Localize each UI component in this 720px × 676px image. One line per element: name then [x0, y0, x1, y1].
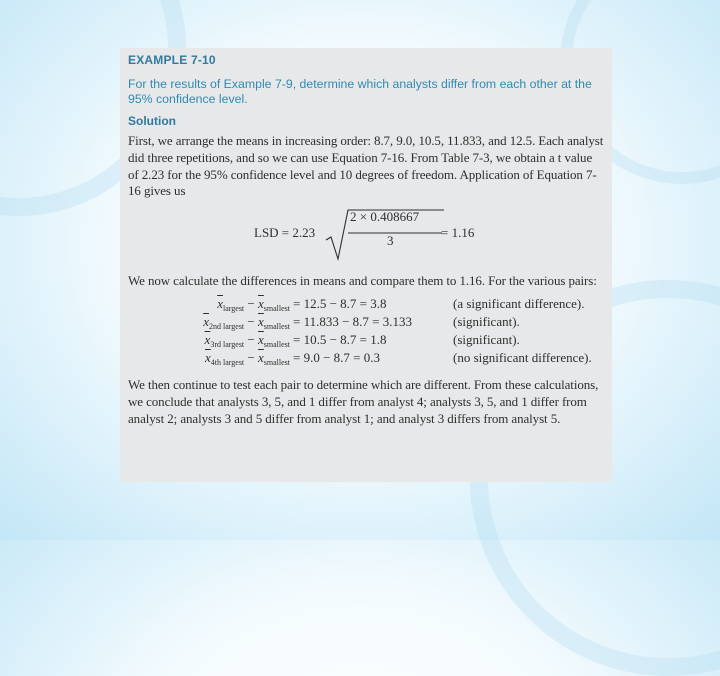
- solution-paragraph-1: First, we arrange the means in increasing order: 8.7, 9.0, 10.5, 11.833, and 12.5. Each analyst did three repetitions, and so we can use Equation 7-16. From Table 7-3, we obtain a t value of 2.23 for the 95% confidence level and 10 degrees of freedom. Application of Equation 7-16 gives us: [128, 133, 604, 199]
- difference-note: (significant).: [453, 313, 520, 329]
- difference-expression: = 9.0 − 8.7 = 0.3: [293, 349, 380, 365]
- difference-note: (significant).: [453, 331, 520, 347]
- equation-denominator: 3: [387, 233, 394, 249]
- difference-expression: = 11.833 − 8.7 = 3.133: [293, 313, 413, 329]
- solution-paragraph-3: We then continue to test each pair to determine which are different. From these calculations, we conclude that analysts 3, 5, and 1 differ from analyst 4; analysts 3, 5, and 1 differ from analyst 2; analysts 3 and 5 differ from analyst 1; and analyst 3 differs from analyst 5.: [128, 376, 599, 426]
- difference-lhs: $\overline{x}_{3rd largest} - \overline{x}_{smallest}$: [204, 331, 290, 349]
- example-title: EXAMPLE 7-10: [128, 53, 216, 67]
- difference-row: [128, 296, 604, 314]
- difference-note: (a significant difference).: [453, 295, 585, 311]
- difference-expression: = 10.5 − 8.7 = 1.8: [293, 331, 387, 347]
- equation-result: = 1.16: [441, 225, 475, 241]
- difference-note: (no significant difference).: [453, 349, 592, 365]
- difference-expression: = 12.5 − 8.7 = 3.8: [293, 295, 387, 311]
- solution-heading: Solution: [128, 114, 176, 128]
- difference-row: [128, 314, 604, 332]
- difference-row: [128, 332, 604, 350]
- difference-lhs: $\overline{x}_{4th largest} - \overline{x}_{smallest}$: [204, 349, 290, 367]
- difference-lhs: $\overline{x}_{largest} - \overline{x}_{smallest}$: [217, 295, 290, 313]
- example-page: [120, 48, 612, 482]
- differences-list: [128, 296, 604, 368]
- lsd-equation: [128, 207, 604, 265]
- difference-row: [128, 350, 604, 368]
- example-question: For the results of Example 7-9, determine which analysts differ from each other at the 95% confidence level.: [128, 77, 592, 106]
- equation-numerator: 2 × 0.408667: [350, 209, 420, 225]
- difference-lhs: $\overline{x}_{2nd largest} - \overline{x}_{smallest}$: [203, 313, 290, 331]
- solution-paragraph-2: We now calculate the differences in means and compare them to 1.16. For the various pairs:: [128, 273, 597, 289]
- equation-lhs: LSD = 2.23: [254, 225, 316, 241]
